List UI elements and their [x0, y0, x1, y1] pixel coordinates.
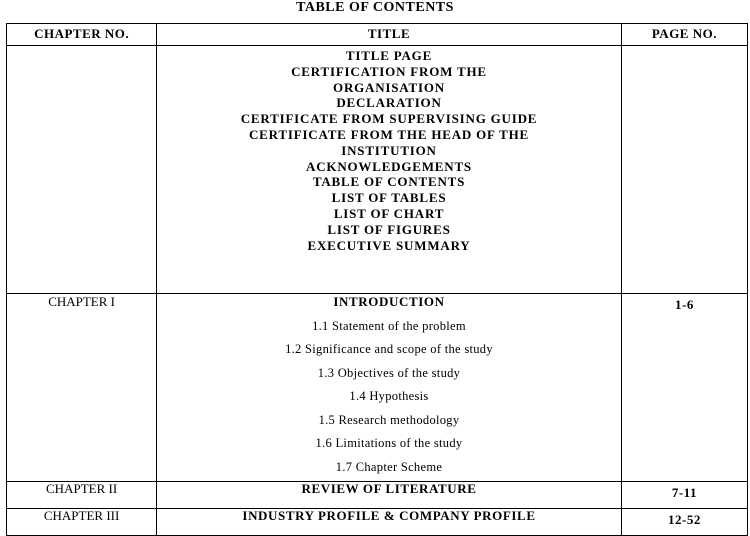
chapter-no-header: CHAPTER NO.	[7, 24, 157, 46]
chapter-page-range: 12-52	[621, 509, 747, 536]
front-matter-item: CERTIFICATE FROM SUPERVISING GUIDE	[240, 111, 538, 127]
front-matter-row	[7, 46, 748, 294]
front-matter-chapter-cell	[7, 46, 157, 294]
front-matter-item: CERTIFICATION FROM THE	[291, 63, 487, 79]
chapter-number: CHAPTER III	[7, 509, 157, 536]
section-item: 1.2 Significance and scope of the study	[285, 342, 493, 356]
front-matter-item: CERTIFICATE FROM THE HEAD OF THE	[248, 126, 529, 142]
page-no-header: PAGE NO.	[621, 24, 747, 46]
section-item: 1.7 Chapter Scheme	[335, 459, 443, 474]
section-item: 1.1 Statement of the problem	[312, 318, 466, 333]
front-matter-item: LIST OF CHART	[333, 205, 445, 221]
chapter-title-cell	[157, 294, 622, 482]
chapter-number: CHAPTER II	[7, 482, 157, 509]
page-title: TABLE OF CONTENTS	[296, 0, 454, 15]
front-matter-item: TITLE PAGE	[345, 48, 433, 63]
front-matter-item: ACKNOWLEDGEMENTS	[306, 158, 472, 174]
front-matter-page-cell	[621, 46, 747, 294]
front-matter-item: ORGANISATION	[333, 79, 445, 95]
front-matter-item: TABLE OF CONTENTS	[312, 174, 466, 190]
chapter-title: INDUSTRY PROFILE & COMPANY PROFILE	[242, 508, 536, 523]
section-item: 1.5 Research methodology	[318, 412, 460, 427]
chapter-number: CHAPTER I	[7, 294, 157, 482]
toc-header-row	[7, 24, 748, 46]
chapter-page-range: 7-11	[621, 482, 747, 509]
chapter-title-cell	[157, 482, 622, 509]
section-item: 1.6 Limitations of the study	[315, 436, 463, 450]
front-matter-item: EXECUTIVE SUMMARY	[307, 237, 471, 253]
chapter-title: REVIEW OF LITERATURE	[301, 481, 477, 496]
title-header: TITLE	[157, 24, 622, 46]
chapter-page-range: 1-6	[621, 294, 747, 482]
front-matter-item: INSTITUTION	[341, 142, 437, 158]
chapter-title: INTRODUCTION	[333, 294, 445, 309]
chapter-row	[7, 294, 748, 482]
chapter-row	[7, 482, 748, 509]
front-matter-item: LIST OF TABLES	[331, 190, 447, 206]
front-matter-item: DECLARATION	[336, 95, 442, 111]
toc-table	[6, 23, 748, 536]
front-matter-list	[157, 46, 622, 294]
section-item: 1.3 Objectives of the study	[317, 365, 461, 380]
front-matter-item: LIST OF FIGURES	[327, 221, 451, 237]
section-item: 1.4 Hypothesis	[349, 389, 429, 403]
